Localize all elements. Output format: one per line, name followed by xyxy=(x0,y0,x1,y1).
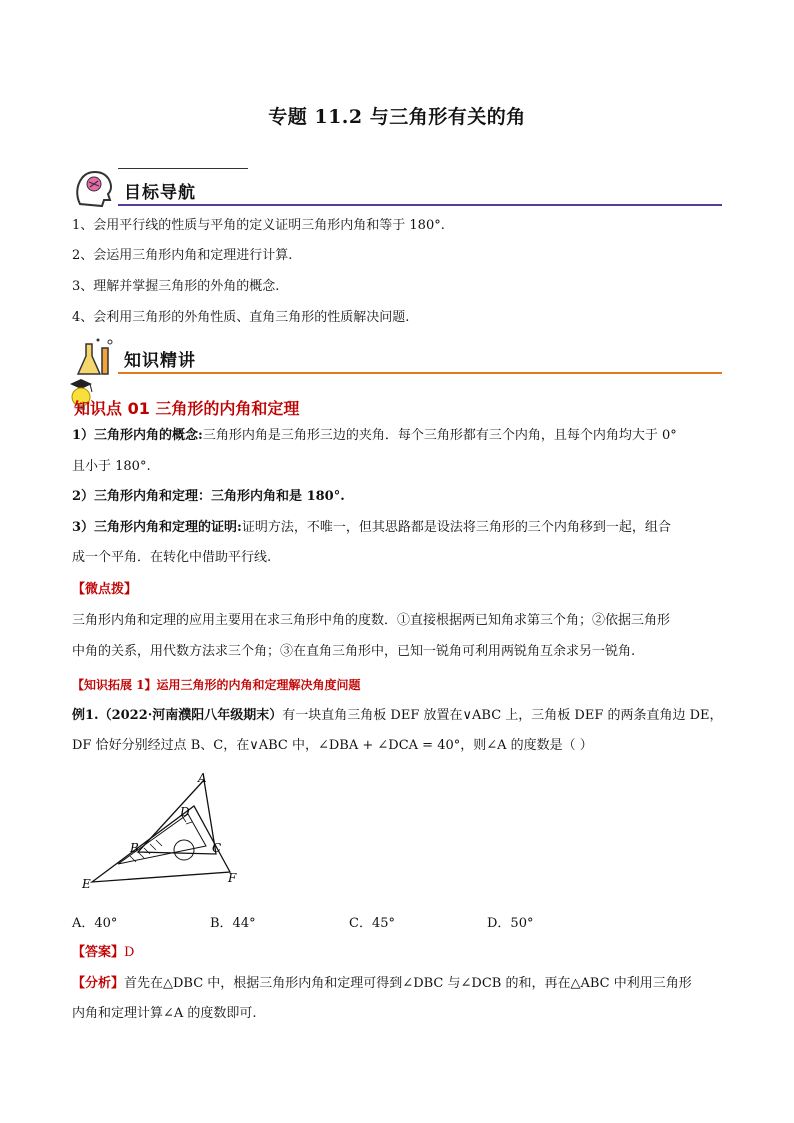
label-a: A xyxy=(198,771,207,785)
goal-item-1: 1、会用平行线的性质与平角的定义证明三角形内角和等于 180°. xyxy=(72,218,445,233)
option-c: C．45° xyxy=(349,916,395,931)
label-e: E xyxy=(82,877,91,891)
set-square-def xyxy=(92,806,230,882)
answer-line xyxy=(72,943,722,963)
analysis-text-1: 首先在△DBC 中，根据三角形内角和定理可得到∠DBC 与∠DCB 的和，再在△ABC 中利用三角形 xyxy=(124,976,692,991)
answer-label: 【答案】 xyxy=(72,945,125,960)
paragraph-3-text: 证明方法，不唯一，但其思路都是设法将三角形的三个内角移到一起，组合 xyxy=(241,520,671,535)
section-rule-orange xyxy=(118,372,722,374)
goal-item-4: 4、会利用三角形的外角性质、直角三角形的性质解决问题. xyxy=(72,310,410,325)
page-title: 专题 11.2 与三角形有关的角 xyxy=(268,106,526,128)
label-d: D xyxy=(180,805,190,819)
set-square-inner xyxy=(118,814,206,864)
paragraph-3-continued: 成一个平角．在转化中借助平行线. xyxy=(72,550,272,565)
brain-head-icon xyxy=(72,166,116,210)
section-rule-purple xyxy=(118,204,722,206)
section-header-knowledge xyxy=(72,334,722,378)
example-source: （2022·河南濮阳八年级期末） xyxy=(98,708,283,723)
section-heading-goals: 目标导航 xyxy=(124,183,196,203)
answer-value: D xyxy=(124,945,135,960)
section-header-goals xyxy=(72,166,722,210)
paragraph-3-label: 3）三角形内角和定理的证明: xyxy=(72,520,242,535)
example-prefix: 例1. xyxy=(72,708,99,723)
paragraph-2: 2）三角形内角和定理：三角形内角和是 180°. xyxy=(72,489,345,504)
example-line-2: DF 恰好分别经过点 B、C，在∨ABC 中，∠DBA + ∠DCA = 40°，则∠A 的度数是（ ） xyxy=(72,738,593,753)
goal-item-3: 3、理解并掌握三角形的外角的概念. xyxy=(72,279,280,294)
analysis-line-1 xyxy=(72,974,722,994)
triangle-figure xyxy=(78,768,248,892)
knowledge-point-title: 知识点 01 三角形的内角和定理 xyxy=(74,399,300,418)
example-line-1 xyxy=(72,706,722,726)
label-b: B xyxy=(130,841,139,855)
tip-line-2: 中角的关系，用代数方法求三个角；③在直角三角形中，已知一锐角可利用两锐角互余求另一锐角. xyxy=(72,644,636,659)
label-f: F xyxy=(228,871,237,885)
tip-label: 【微点拨】 xyxy=(72,582,138,597)
header-top-line xyxy=(118,168,248,169)
analysis-label: 【分析】 xyxy=(72,976,125,991)
flask-icon xyxy=(72,334,116,378)
goal-item-2: 2、会运用三角形内角和定理进行计算. xyxy=(72,248,293,263)
paragraph-1-text: 三角形内角是三角形三边的夹角．每个三角形都有三个内角，且每个内角均大于 0° xyxy=(202,428,677,443)
label-c: C xyxy=(212,841,222,855)
extension-label: 【知识拓展 1】运用三角形的内角和定理解决角度问题 xyxy=(72,678,361,692)
paragraph-1-label: 1）三角形内角的概念: xyxy=(72,428,203,443)
paragraph-3 xyxy=(72,518,722,538)
tip-line-1: 三角形内角和定理的应用主要用在求三角形中角的度数．①直接根据两已知角求第三个角；②依据三角形 xyxy=(72,613,671,628)
option-d: D．50° xyxy=(487,916,534,931)
example-text-1: 有一块直角三角板 DEF 放置在∨ABC 上，三角板 DEF 的两条直角边 DE， xyxy=(282,708,723,723)
option-a: A．40° xyxy=(72,916,118,931)
option-b: B．44° xyxy=(210,916,256,931)
section-heading-knowledge: 知识精讲 xyxy=(124,351,196,371)
paragraph-1-continued: 且小于 180°. xyxy=(72,459,151,474)
analysis-line-2: 内角和定理计算∠A 的度数即可. xyxy=(72,1006,257,1021)
paragraph-1 xyxy=(72,426,722,446)
